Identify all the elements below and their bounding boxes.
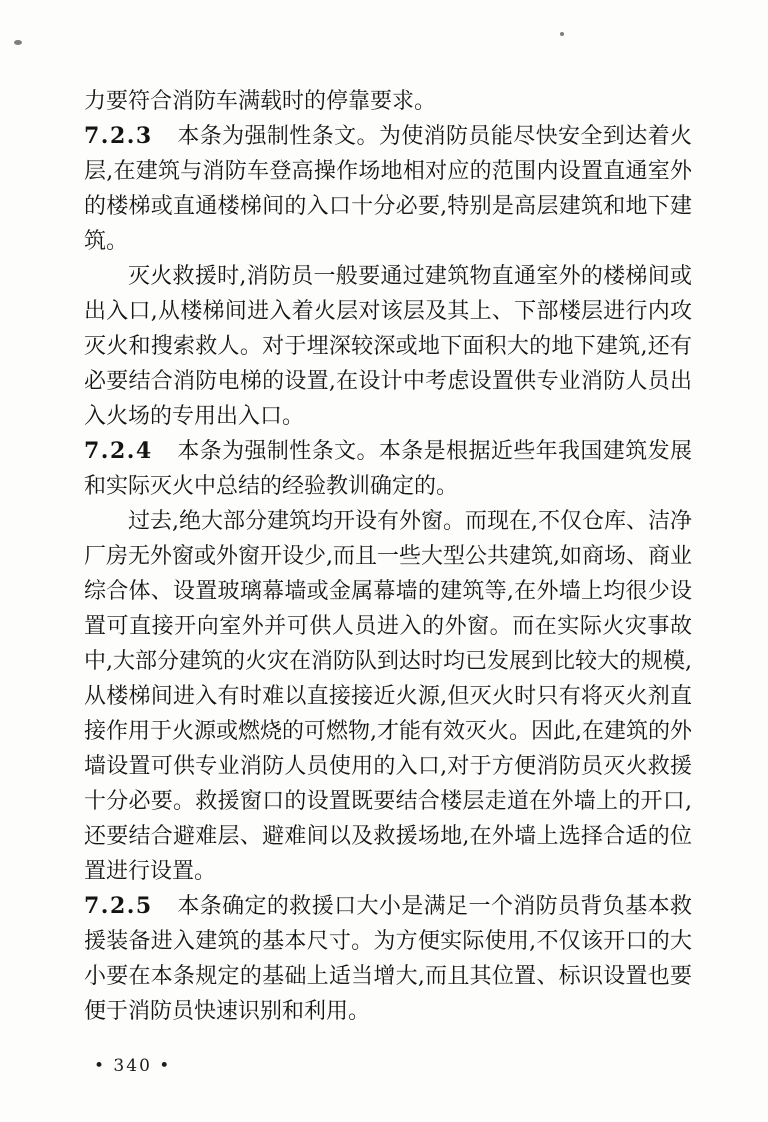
scan-artifact (560, 32, 564, 36)
page-body-text (84, 84, 692, 1029)
scan-artifact (14, 40, 22, 45)
section-number: 7.2.5 (84, 893, 153, 919)
page-number: • 340 • (94, 1056, 172, 1076)
section-text: 本条为强制性条文。本条是根据近些年我国建筑发展和实际灭火中总结的经验教训确定的。 (84, 439, 692, 499)
paragraph-window-detail (84, 504, 692, 889)
section-number: 7.2.3 (84, 123, 153, 149)
paragraph-text: 过去,绝大部分建筑均开设有外窗。而现在,不仅仓库、洁净厂房无外窗或外窗开设少,而且一些大型公共建筑,如商场、商业综合体、设置玻璃幕墙或金属幕墙的建筑等,在外墙上均很少设置可直接开向室外并可供人员进入的外窗。而在实际火灾事故中,大部分建筑的火灾在消防队到达时均已发展到比较大的规模,从楼梯间进入有时难以直接接近火源,但灭火时只有将灭火剂直接作用于火源或燃烧的可燃物,才能有效灭火。因此,在建筑的外墙设置可供专业消防人员使用的入口,对于方便消防员灭火救援十分必要。救援窗口的设置既要结合楼层走道在外墙上的开口,还要结合避难层、避难间以及救援场地,在外墙上选择合适的位置进行设置。 (84, 509, 692, 884)
section-number: 7.2.4 (84, 438, 153, 464)
section-text: 本条为强制性条文。为使消防员能尽快安全到达着火层,在建筑与消防车登高操作场地相对应的范围内设置直通室外的楼梯或直通楼梯间的入口十分必要,特别是高层建筑和地下建筑。 (84, 124, 692, 254)
section-text: 本条确定的救援口大小是满足一个消防员背负基本救援装备进入建筑的基本尺寸。为方便实际使用,不仅该开口的大小要在本条规定的基础上适当增大,而且其位置、标识设置也要便于消防员快速识别和利用。 (84, 894, 692, 1024)
section-7-2-5 (84, 889, 692, 1029)
paragraph-rescue-detail (84, 259, 692, 434)
section-7-2-4 (84, 434, 692, 504)
paragraph-text: 灭火救援时,消防员一般要通过建筑物直通室外的楼梯间或出入口,从楼梯间进入着火层对该层及其上、下部楼层进行内攻灭火和搜索救人。对于埋深较深或地下面积大的地下建筑,还有必要结合消防电梯的设置,在设计中考虑设置供专业消防人员出入火场的专用出入口。 (84, 264, 692, 429)
paragraph-text: 力要符合消防车满载时的停靠要求。 (84, 89, 437, 114)
paragraph-continuation (84, 84, 692, 119)
section-7-2-3 (84, 119, 692, 259)
